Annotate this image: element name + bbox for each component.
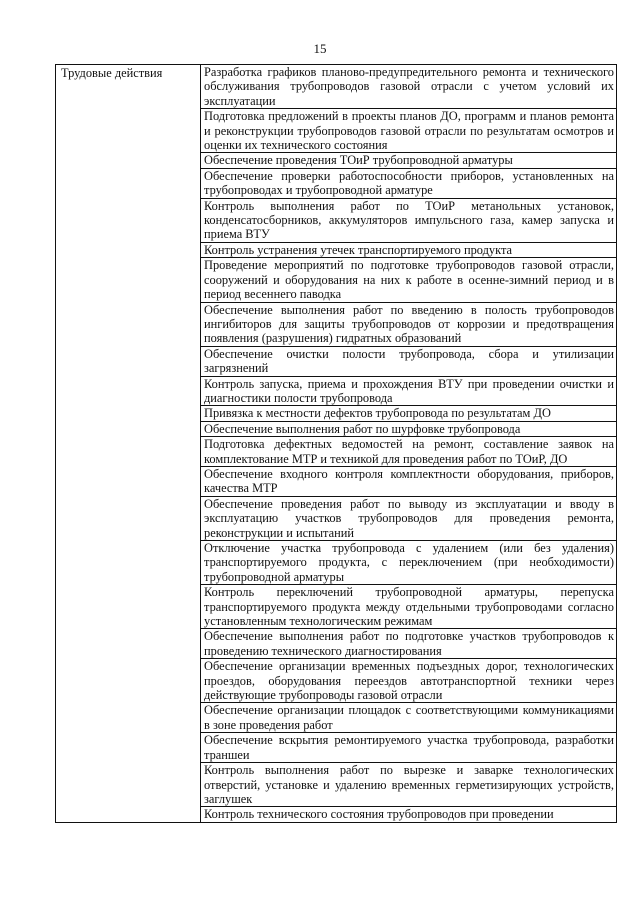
table-cell: Контроль выполнения работ по вырезке и заварке технологических отверстий, установке и удалению временных герметизирующих устройств, заглушек xyxy=(201,763,617,807)
table-cell: Отключение участка трубопровода с удалением (или без удаления) транспортируемого продукта, с переключением (при необходимости) трубопроводной арматуры xyxy=(201,541,617,585)
table-cell: Контроль выполнения работ по ТОиР метанольных установок, конденсатосборников, аккумуляторов импульсного газа, камер запуска и приема ВТУ xyxy=(201,198,617,242)
table-cell: Контроль переключений трубопроводной арматуры, перепуска транспортируемого продукта между отдельными трубопроводами согласно установленным технологическим режимам xyxy=(201,585,617,629)
table-cell: Обеспечение проведения ТОиР трубопроводной арматуры xyxy=(201,153,617,168)
table-row xyxy=(56,65,617,109)
page-number: 15 xyxy=(313,41,327,56)
table-cell: Обеспечение организации временных подъездных дорог, технологических проездов, оборудования переездов автотранспортной техники через действующие трубопроводы газовой отрасли xyxy=(201,659,617,703)
table-cell: Контроль устранения утечек транспортируемого продукта xyxy=(201,242,617,257)
table-cell: Подготовка предложений в проекты планов ДО, программ и планов ремонта и реконструкции трубопроводов газовой отрасли по результатам осмотров и оценки их технического состояния xyxy=(201,109,617,153)
table-cell: Контроль запуска, приема и прохождения ВТУ при проведении очистки и диагностики полости трубопровода xyxy=(201,376,617,406)
table-cell: Обеспечение очистки полости трубопровода, сбора и утилизации загрязнений xyxy=(201,346,617,376)
labor-actions-table xyxy=(55,64,617,823)
table-cell: Разработка графиков планово-предупредительного ремонта и технического обслуживания трубопроводов газовой отрасли с учетом условий их эксплуатации xyxy=(201,65,617,109)
table-cell: Обеспечение выполнения работ по подготовке участков трубопроводов к проведению технического диагностирования xyxy=(201,629,617,659)
table-cell: Обеспечение входного контроля комплектности оборудования, приборов, качества МТР xyxy=(201,466,617,496)
table-cell: Обеспечение проведения работ по выводу из эксплуатации и вводу в эксплуатацию участков трубопроводов для проведения ремонта, реконструкции и испытаний xyxy=(201,496,617,540)
table-cell: Обеспечение выполнения работ по введению в полость трубопроводов ингибиторов для защиты трубопроводов от коррозии и предотвращения появления (разрушения) гидратных образований xyxy=(201,302,617,346)
table-cell: Проведение мероприятий по подготовке трубопроводов газовой отрасли, сооружений и оборудования на них к работе в осенне-зимний период и в период весеннего паводка xyxy=(201,258,617,302)
row-label-labor-actions: Трудовые действия xyxy=(56,65,201,823)
table-cell: Обеспечение вскрытия ремонтируемого участка трубопровода, разработки траншеи xyxy=(201,733,617,763)
table-cell: Привязка к местности дефектов трубопровода по результатам ДО xyxy=(201,406,617,421)
table-cell: Подготовка дефектных ведомостей на ремонт, составление заявок на комплектование МТР и техникой для проведения работ по ТОиР, ДО xyxy=(201,437,617,467)
table-cell: Обеспечение выполнения работ по шурфовке трубопровода xyxy=(201,421,617,436)
table-cell: Обеспечение проверки работоспособности приборов, установленных на трубопроводах и трубопроводной арматуре xyxy=(201,168,617,198)
table-cell: Контроль технического состояния трубопроводов при проведении xyxy=(201,807,617,822)
table-cell: Обеспечение организации площадок с соответствующими коммуникациями в зоне проведения работ xyxy=(201,703,617,733)
